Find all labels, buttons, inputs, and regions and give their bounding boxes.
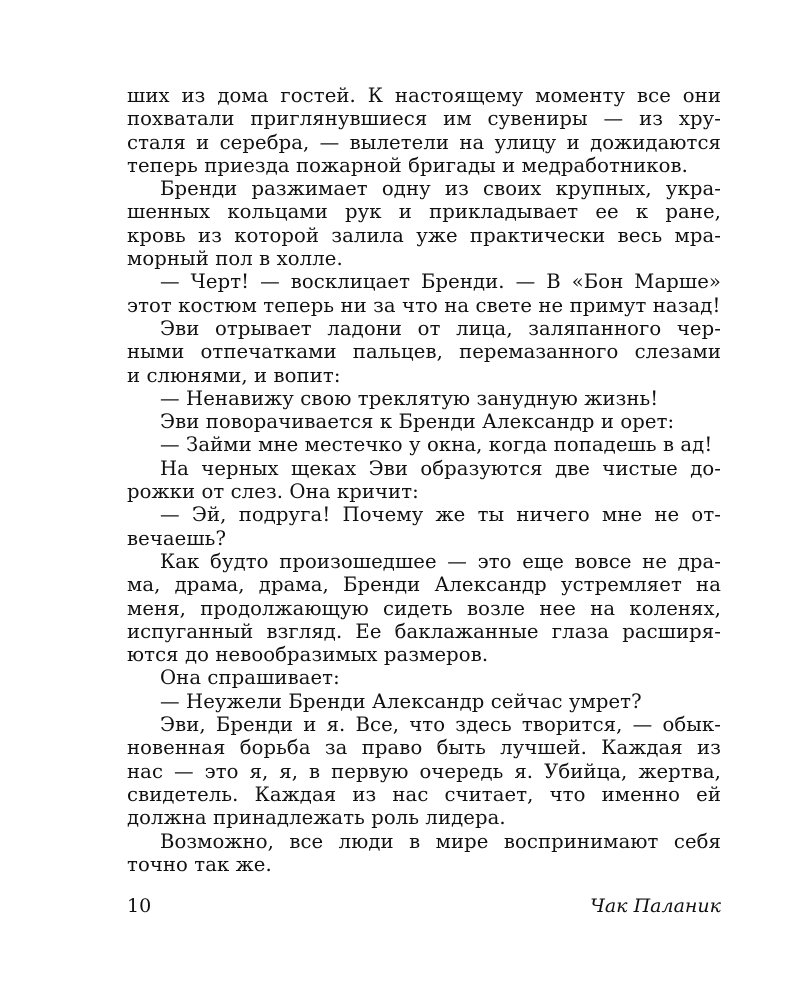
page-body [127,84,721,876]
running-author: Чак Паланик [590,895,721,917]
text-line: ются до невообразимых размеров. [127,643,489,667]
text-line: Эви поворачивается к Бренди Александр и орет: [160,410,675,434]
text-line: ными отпечатками пальцев, перемазанного слезами [127,340,721,364]
text-line: похватали приглянувшиеся им сувениры — из хру- [127,107,721,131]
text-line: Как будто произошедшее — это еще вовсе не дра- [160,549,721,573]
text-line: точно так же. [127,852,272,876]
text-line: Эви, Бренди и я. Все, что здесь творится, — обык- [160,713,721,737]
text-line: кровь из которой залила уже практически весь мра- [127,223,721,247]
page-number: 10 [127,895,152,917]
text-line: теперь приезда пожарной бригады и медработников. [127,153,688,177]
text-line: Бренди разжимает одну из своих крупных, укра- [160,177,721,201]
text-line: рожки от слез. Она кричит: [127,480,419,504]
text-line: — Черт! — восклицает Бренди. — В «Бон Марше» [160,270,721,294]
text-line: Она спрашивает: [160,666,340,690]
text-line: испуганный взгляд. Ее баклажанные глаза расширя- [127,619,721,643]
text-line: — Займи мне местечко у окна, когда попадешь в ад! [160,433,713,457]
text-line: Возможно, все люди в мире воспринимают себя [160,829,721,853]
text-line: — Неужели Бренди Александр сейчас умрет? [160,689,642,713]
text-line: новенная борьба за право быть лучшей. Каждая из [127,736,721,760]
text-line: меня, продолжающую сидеть возле нее на коленях, [127,596,721,620]
text-line: нас — это я, я, в первую очередь я. Убийца, жертва, [127,759,721,783]
text-line: — Ненавижу свою треклятую занудную жизнь! [160,386,659,410]
text-line: шенных кольцами рук и прикладывает ее к ране, [127,200,721,224]
text-line: свидетель. Каждая из нас считает, что именно ей [127,782,721,806]
text-line: — Эй, подруга! Почему же ты ничего мне не от- [160,503,721,527]
text-line: ма, драма, драма, Бренди Александр устремляет на [127,573,721,597]
page-footer [127,895,721,921]
text-line: должна принадлежать роль лидера. [127,806,506,830]
text-line: вечаешь? [127,526,227,550]
text-line: морный пол в холле. [127,247,343,271]
text-line: сталя и серебра, — вылетели на улицу и дожидаются [127,130,721,154]
text-line: На черных щеках Эви образуются две чистые до- [160,456,721,480]
text-line: и слюнями, и вопит: [127,363,341,387]
text-line: ших из дома гостей. К настоящему моменту все они [127,84,721,107]
text-line: Эви отрывает ладони от лица, заляпанного чер- [160,316,721,340]
text-line: этот костюм теперь ни за что на свете не примут назад! [127,293,721,317]
